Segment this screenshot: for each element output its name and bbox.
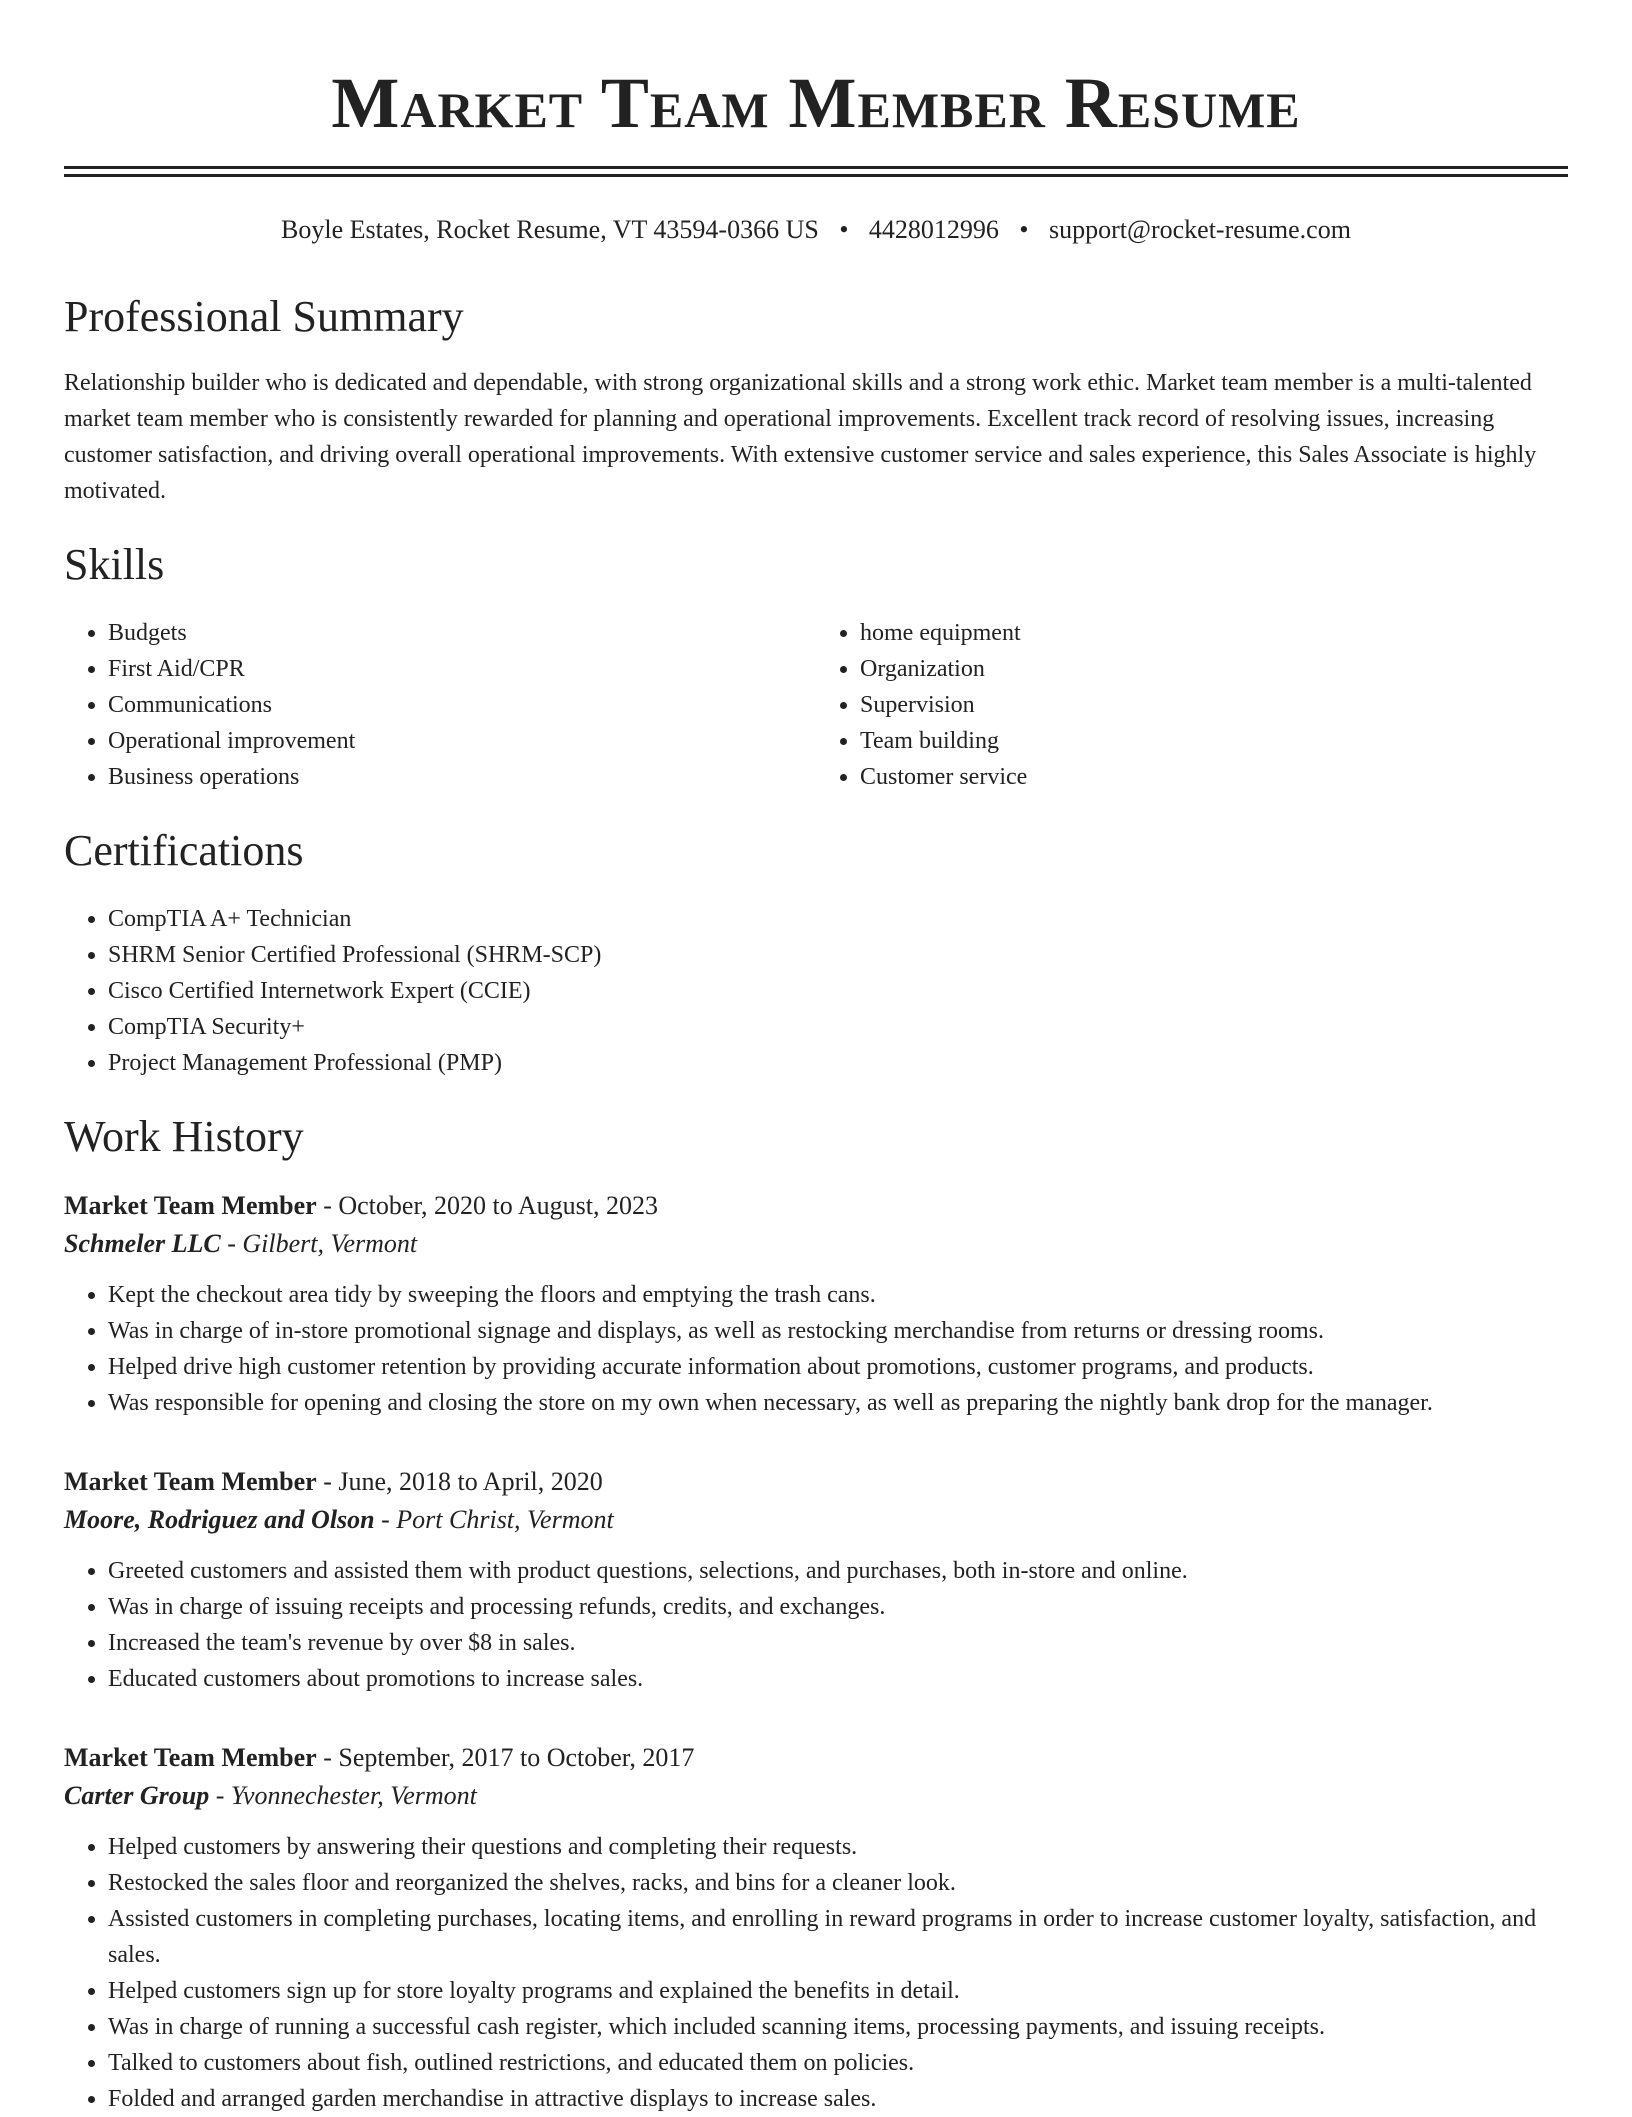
job-bullet: • Was in charge of running a successful cash register, which included scanning items, processing payments, and issuing receipts. <box>108 2009 1568 2045</box>
job-company-line <box>64 1225 1568 1263</box>
certifications-list <box>64 901 1568 1081</box>
job-bullet: • Talked to customers about fish, outlined restrictions, and educated them on policies. <box>108 2045 1568 2081</box>
contact-separator: • <box>1019 215 1029 244</box>
certification-item: • CompTIA Security+ <box>108 1009 1568 1045</box>
skill-item: • Communications <box>108 687 816 723</box>
job-title: Market Team Member <box>64 1467 317 1496</box>
summary-text: Relationship builder who is dedicated and dependable, with strong organizational skills and a strong work ethic. Market team member is a multi-talented market team member who is consistently rewarded for planning and operational improvements. Excellent track record of resolving issues, increasing customer satisfaction, and driving overall operational improvements. With extensive customer service and sales experience, this Sales Associate is highly motivated. <box>64 370 1537 504</box>
job-bullet: • Helped customers sign up for store loyalty programs and explained the benefits in detail. <box>108 1973 1568 2009</box>
work-history-heading: Work History <box>64 1112 304 1161</box>
job-bullet: • Was responsible for opening and closing the store on my own when necessary, as well as preparing the nightly bank drop for the manager. <box>108 1385 1568 1421</box>
job-location: - Gilbert, Vermont <box>220 1229 418 1258</box>
job-company-line <box>64 1501 1568 1539</box>
skill-item: • Customer service <box>860 759 1568 795</box>
skill-item: • Operational improvement <box>108 723 816 759</box>
job-location: - Yvonnechester, Vermont <box>209 1781 477 1810</box>
job-bullet: • Helped customers by answering their questions and completing their requests. <box>108 1829 1568 1865</box>
job-company: Schmeler LLC <box>64 1229 221 1258</box>
job-bullet: • Increased the team's revenue by over $8 in sales. <box>108 1625 1568 1661</box>
skill-item: • Organization <box>860 651 1568 687</box>
job-entry <box>64 1187 1568 1421</box>
job-title-line <box>64 1463 1568 1501</box>
job-bullet: • Restocked the sales floor and reorganized the shelves, racks, and bins for a cleaner look. <box>108 1865 1568 1901</box>
job-dates: - September, 2017 to October, 2017 <box>316 1743 695 1772</box>
resume-title: Market Team Member Resume <box>331 63 1301 143</box>
skill-item: • Business operations <box>108 759 816 795</box>
title-double-rule <box>64 166 1568 177</box>
job-bullet: • Greeted customers and assisted them with product questions, selections, and purchases, both in-store and online. <box>108 1553 1568 1589</box>
job-bullets <box>64 1553 1568 1697</box>
skill-item: • Supervision <box>860 687 1568 723</box>
job-dates: - June, 2018 to April, 2020 <box>316 1467 603 1496</box>
skill-item: • Budgets <box>108 615 816 651</box>
job-entry <box>64 1463 1568 1697</box>
contact-address: Boyle Estates, Rocket Resume, VT 43594-0366 US <box>281 215 819 244</box>
job-title: Market Team Member <box>64 1191 317 1220</box>
skills-columns <box>64 615 1568 795</box>
certification-item: • CompTIA A+ Technician <box>108 901 1568 937</box>
job-bullets <box>64 1829 1568 2117</box>
job-bullet: • Was in charge of issuing receipts and processing refunds, credits, and exchanges. <box>108 1589 1568 1625</box>
contact-separator: • <box>839 215 849 244</box>
skills-list-right <box>816 615 1568 795</box>
job-dates: - October, 2020 to August, 2023 <box>316 1191 658 1220</box>
job-bullet: • Helped drive high customer retention by providing accurate information about promotions, customer programs, and products. <box>108 1349 1568 1385</box>
summary-heading: Professional Summary <box>64 292 464 341</box>
certification-item: • SHRM Senior Certified Professional (SHRM-SCP) <box>108 937 1568 973</box>
job-title: Market Team Member <box>64 1743 317 1772</box>
job-company: Carter Group <box>64 1781 210 1810</box>
skills-list-left <box>64 615 816 795</box>
skills-heading: Skills <box>64 540 165 589</box>
skill-item: • home equipment <box>860 615 1568 651</box>
contact-line <box>64 213 1568 247</box>
job-bullet: • Assisted customers in completing purchases, locating items, and enrolling in reward programs in order to increase customer loyalty, satisfaction, and sales. <box>108 1901 1568 1973</box>
job-bullet: • Folded and arranged garden merchandise in attractive displays to increase sales. <box>108 2081 1568 2117</box>
job-company: Moore, Rodriguez and Olson <box>64 1505 375 1534</box>
job-company-line <box>64 1777 1568 1815</box>
certifications-heading: Certifications <box>64 826 304 875</box>
job-title-line <box>64 1739 1568 1777</box>
skill-item: • Team building <box>860 723 1568 759</box>
job-bullet: • Was in charge of in-store promotional signage and displays, as well as restocking merchandise from returns or dressing rooms. <box>108 1313 1568 1349</box>
job-location: - Port Christ, Vermont <box>374 1505 614 1534</box>
skill-item: • First Aid/CPR <box>108 651 816 687</box>
certification-item: • Cisco Certified Internetwork Expert (CCIE) <box>108 973 1568 1009</box>
job-bullets <box>64 1277 1568 1421</box>
contact-email: support@rocket-resume.com <box>1049 215 1351 244</box>
job-bullet: • Kept the checkout area tidy by sweeping the floors and emptying the trash cans. <box>108 1277 1568 1313</box>
contact-phone: 4428012996 <box>868 215 999 244</box>
job-entry <box>64 1739 1568 2117</box>
job-bullet: • Educated customers about promotions to increase sales. <box>108 1661 1568 1697</box>
certification-item: • Project Management Professional (PMP) <box>108 1045 1568 1081</box>
job-title-line <box>64 1187 1568 1225</box>
